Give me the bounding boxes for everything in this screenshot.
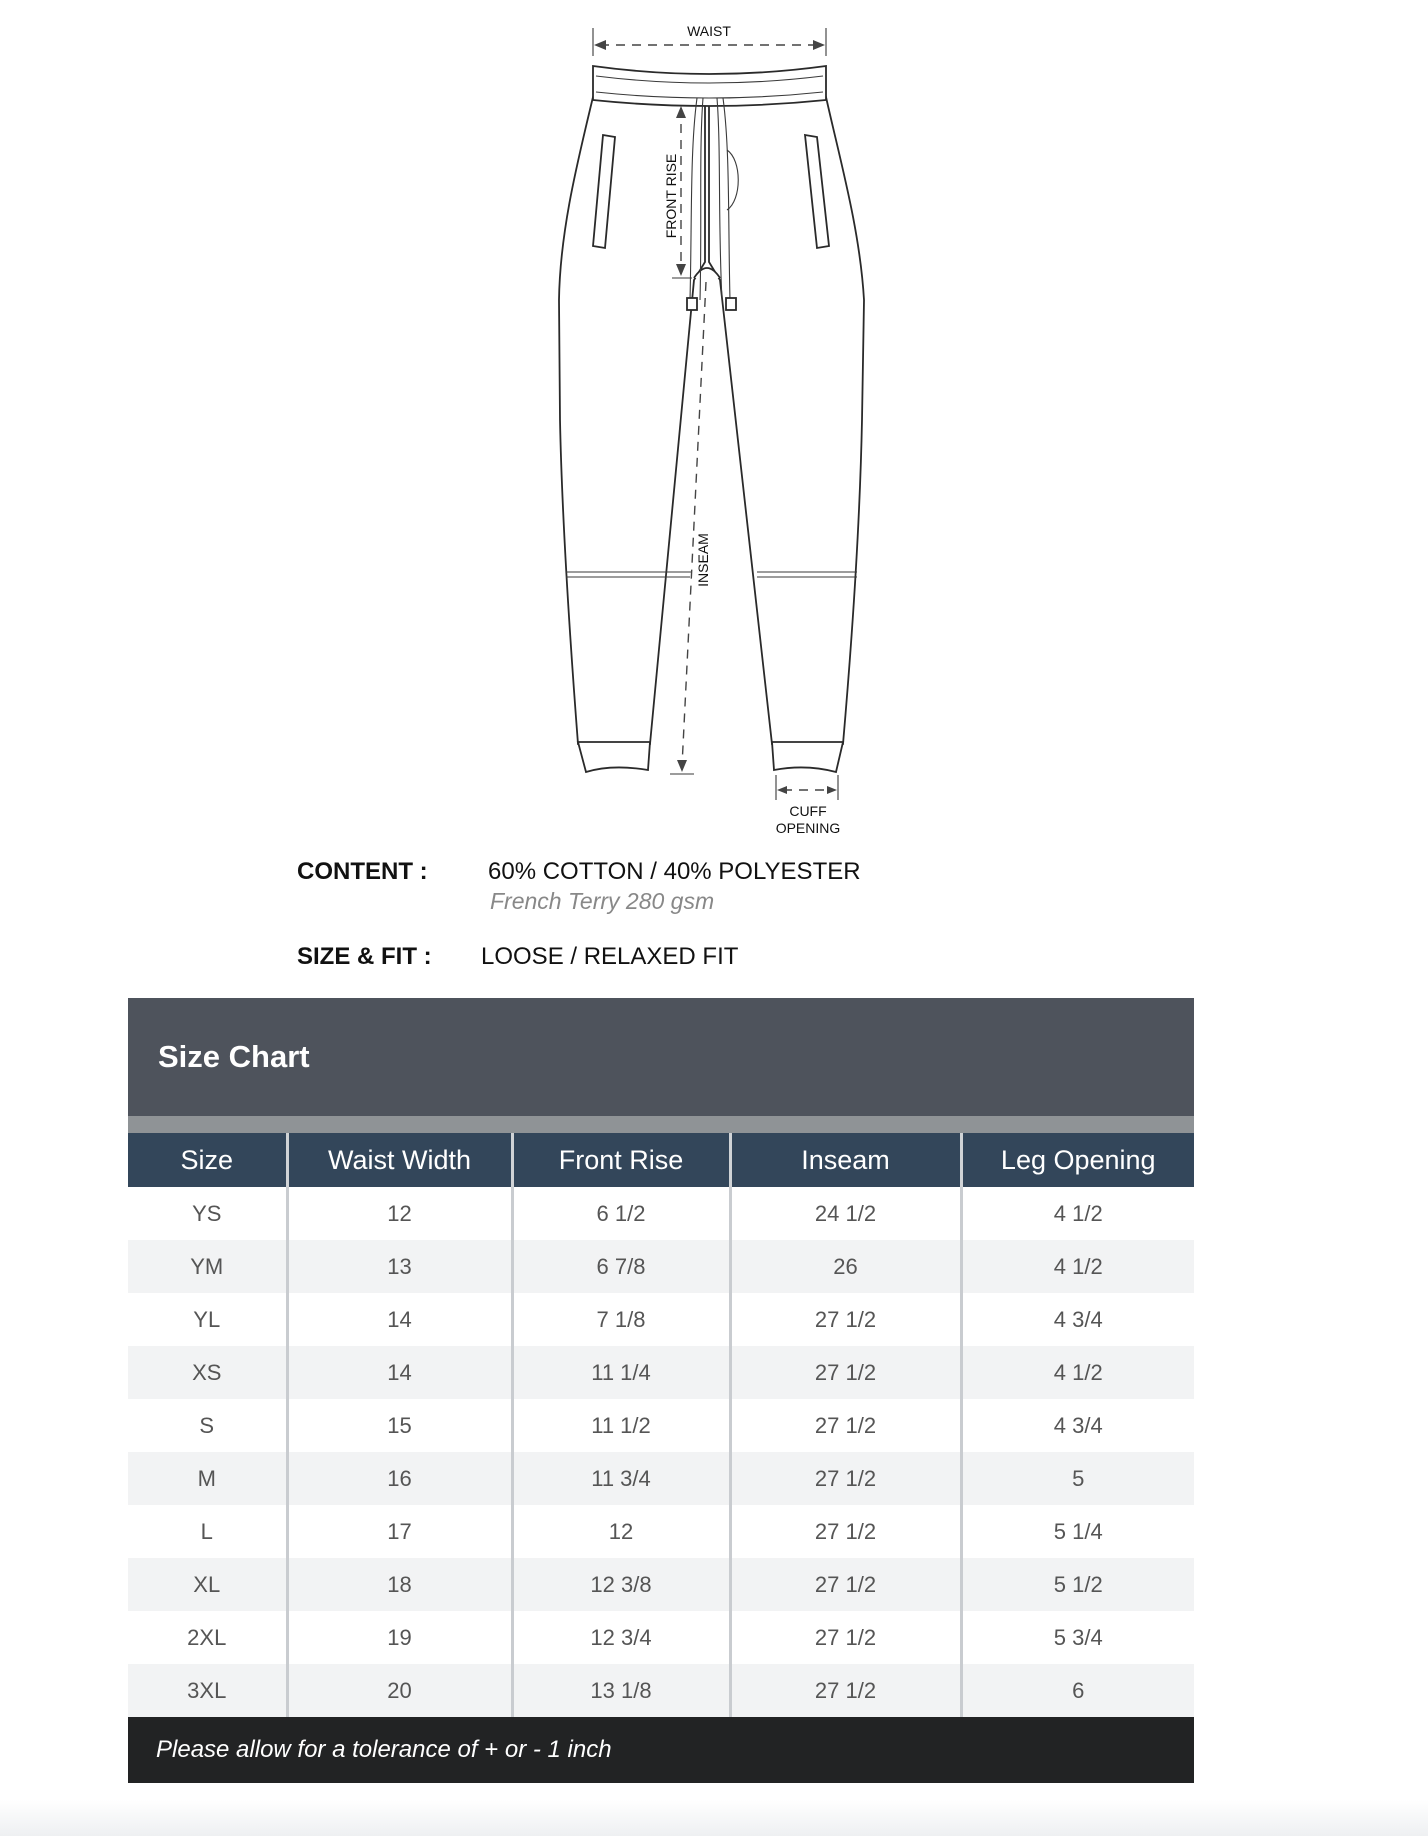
table-cell: 5 3/4 (961, 1611, 1194, 1664)
pants-measurement-diagram (540, 18, 880, 848)
table-cell: 12 3/8 (512, 1558, 730, 1611)
cuff-label: CUFF (789, 803, 827, 819)
table-cell: 4 1/2 (961, 1187, 1194, 1240)
table-cell: YS (128, 1187, 287, 1240)
table-row (128, 1611, 1194, 1664)
right-cuff (772, 742, 843, 772)
table-cell: YM (128, 1240, 287, 1293)
size-table (128, 1133, 1194, 1717)
left-leg (559, 97, 705, 744)
content-spec (297, 858, 997, 918)
table-cell: 4 3/4 (961, 1293, 1194, 1346)
size-chart-title: Size Chart (158, 1039, 310, 1074)
table-cell: 19 (287, 1611, 512, 1664)
table-cell: 27 1/2 (730, 1558, 961, 1611)
table-cell: 11 1/4 (512, 1346, 730, 1399)
opening-label: OPENING (775, 820, 841, 836)
table-cell: 13 1/8 (512, 1664, 730, 1717)
waist-label: WAIST (687, 23, 731, 39)
table-cell: XS (128, 1346, 287, 1399)
table-cell: 14 (287, 1293, 512, 1346)
table-cell: 2XL (128, 1611, 287, 1664)
table-cell: 12 (512, 1505, 730, 1558)
table-cell: 27 1/2 (730, 1505, 961, 1558)
table-cell: 27 1/2 (730, 1664, 961, 1717)
fit-label: SIZE & FIT : (297, 943, 432, 970)
table-row (128, 1505, 1194, 1558)
table-cell: XL (128, 1558, 287, 1611)
page-bottom-edge (0, 1800, 1428, 1836)
table-cell: 18 (287, 1558, 512, 1611)
table-row (128, 1664, 1194, 1717)
table-row (128, 1452, 1194, 1505)
table-cell: 17 (287, 1505, 512, 1558)
table-cell: 12 3/4 (512, 1611, 730, 1664)
table-cell: 13 (287, 1240, 512, 1293)
table-cell: 11 1/2 (512, 1399, 730, 1452)
table-cell: 15 (287, 1399, 512, 1452)
fit-spec (297, 943, 997, 975)
table-row (128, 1558, 1194, 1611)
table-cell: 7 1/8 (512, 1293, 730, 1346)
table-cell: L (128, 1505, 287, 1558)
content-value: 60% COTTON / 40% POLYESTER (488, 858, 861, 885)
table-row (128, 1346, 1194, 1399)
waistband (593, 66, 826, 106)
column-header-waist-width: Waist Width (287, 1133, 512, 1187)
inseam-label: INSEAM (695, 533, 711, 587)
table-cell: 26 (730, 1240, 961, 1293)
table-cell: S (128, 1399, 287, 1452)
header-stripe (128, 1116, 1194, 1133)
table-row (128, 1399, 1194, 1452)
front-rise-label: FRONT RISE (663, 153, 679, 239)
table-cell: 24 1/2 (730, 1187, 961, 1240)
fit-value: LOOSE / RELAXED FIT (481, 943, 739, 970)
table-cell: 4 3/4 (961, 1399, 1194, 1452)
table-cell: 4 1/2 (961, 1240, 1194, 1293)
content-label: CONTENT : (297, 858, 428, 885)
table-cell: 6 (961, 1664, 1194, 1717)
table-cell: 12 (287, 1187, 512, 1240)
table-cell: 27 1/2 (730, 1452, 961, 1505)
table-cell: 6 7/8 (512, 1240, 730, 1293)
table-header-row (128, 1133, 1194, 1187)
table-cell: 16 (287, 1452, 512, 1505)
table-cell: 5 (961, 1452, 1194, 1505)
table-cell: YL (128, 1293, 287, 1346)
table-cell: 14 (287, 1346, 512, 1399)
content-fabric: French Terry 280 gsm (490, 888, 715, 914)
tolerance-note (128, 1717, 1194, 1783)
table-row (128, 1293, 1194, 1346)
column-header-front-rise: Front Rise (512, 1133, 730, 1187)
column-header-leg-opening: Leg Opening (961, 1133, 1194, 1187)
tolerance-text: Please allow for a tolerance of + or - 1 inch (156, 1736, 612, 1763)
column-header-size: Size (128, 1133, 287, 1187)
column-header-inseam: Inseam (730, 1133, 961, 1187)
table-cell: 27 1/2 (730, 1346, 961, 1399)
waist-dimension (593, 23, 826, 56)
left-cuff (578, 742, 650, 772)
table-cell: 5 1/2 (961, 1558, 1194, 1611)
table-cell: 3XL (128, 1664, 287, 1717)
table-cell: 4 1/2 (961, 1346, 1194, 1399)
table-cell: M (128, 1452, 287, 1505)
table-row (128, 1240, 1194, 1293)
table-cell: 20 (287, 1664, 512, 1717)
table-cell: 27 1/2 (730, 1399, 961, 1452)
size-chart-header (128, 998, 1194, 1116)
table-cell: 27 1/2 (730, 1611, 961, 1664)
table-cell: 11 3/4 (512, 1452, 730, 1505)
table-cell: 27 1/2 (730, 1293, 961, 1346)
right-leg (709, 97, 864, 744)
table-cell: 5 1/4 (961, 1505, 1194, 1558)
size-chart (128, 998, 1194, 1783)
cuff-opening-dimension (776, 775, 841, 836)
table-cell: 6 1/2 (512, 1187, 730, 1240)
table-row (128, 1187, 1194, 1240)
